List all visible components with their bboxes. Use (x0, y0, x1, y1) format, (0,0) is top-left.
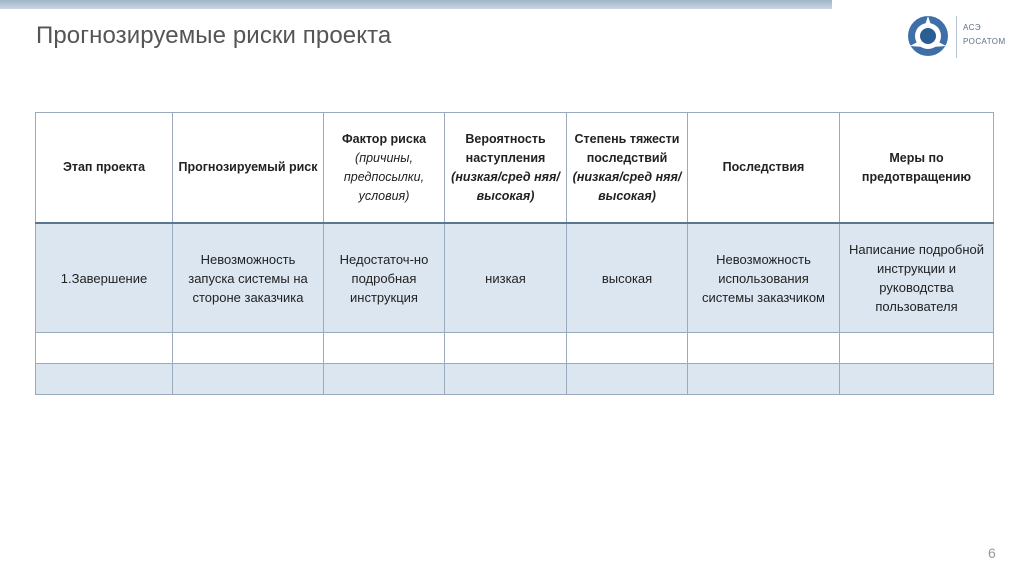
header-factor (324, 113, 445, 224)
table-cell (840, 364, 994, 395)
logo-line-2: РОСАТОМ (963, 37, 1006, 46)
header-sublabel: (низкая/сред няя/высокая) (572, 169, 682, 203)
table-cell: Невозможность использования системы заказчиком (688, 223, 840, 333)
header-label: Степень тяжести последствий (574, 131, 680, 165)
header-risk (173, 113, 324, 224)
table-cell: низкая (445, 223, 567, 333)
header-sublabel: (причины, предпосылки, условия) (343, 150, 425, 203)
logo-line-1: АСЭ (963, 23, 982, 32)
table-cell (688, 333, 840, 364)
table-cell: Написание подробной инструкции и руководства пользователя (840, 223, 994, 333)
table-cell (173, 364, 324, 395)
table-row (36, 223, 994, 333)
page-number: 6 (988, 545, 996, 561)
logo-divider (956, 16, 957, 58)
table-header-row (36, 113, 994, 224)
table-cell: 1.Завершение (36, 223, 173, 333)
table-row (36, 364, 994, 395)
table-cell: высокая (567, 223, 688, 333)
header-label: Последствия (722, 160, 805, 174)
table-cell (36, 333, 173, 364)
header-sublabel: (низкая/сред няя/высокая) (451, 169, 560, 203)
header-label: Этап проекта (62, 160, 146, 174)
header-label: Вероятность наступления (465, 131, 546, 165)
table-cell (36, 364, 173, 395)
page-title: Прогнозируемые риски проекта (36, 22, 392, 49)
header-stage (36, 113, 173, 224)
table-cell (324, 333, 445, 364)
top-accent-bar (0, 0, 832, 9)
table-cell: Недостаточ-но подробная инструкция (324, 223, 445, 333)
risk-table (35, 112, 994, 395)
table-cell (688, 364, 840, 395)
table-cell (324, 364, 445, 395)
header-measures (840, 113, 994, 224)
table-cell (173, 333, 324, 364)
table-cell (445, 333, 567, 364)
table-cell (445, 364, 567, 395)
table-cell (567, 333, 688, 364)
header-label: Прогнозируемый риск (178, 160, 318, 174)
table-cell: Невозможность запуска системы на стороне заказчика (173, 223, 324, 333)
header-label: Фактор риска (341, 131, 427, 146)
header-consequences (688, 113, 840, 224)
table-row (36, 333, 994, 364)
header-probability (445, 113, 567, 224)
header-label: Меры по предотвращению (861, 150, 972, 184)
table-cell (840, 333, 994, 364)
header-severity (567, 113, 688, 224)
table-cell (567, 364, 688, 395)
logo-text (963, 21, 1006, 49)
